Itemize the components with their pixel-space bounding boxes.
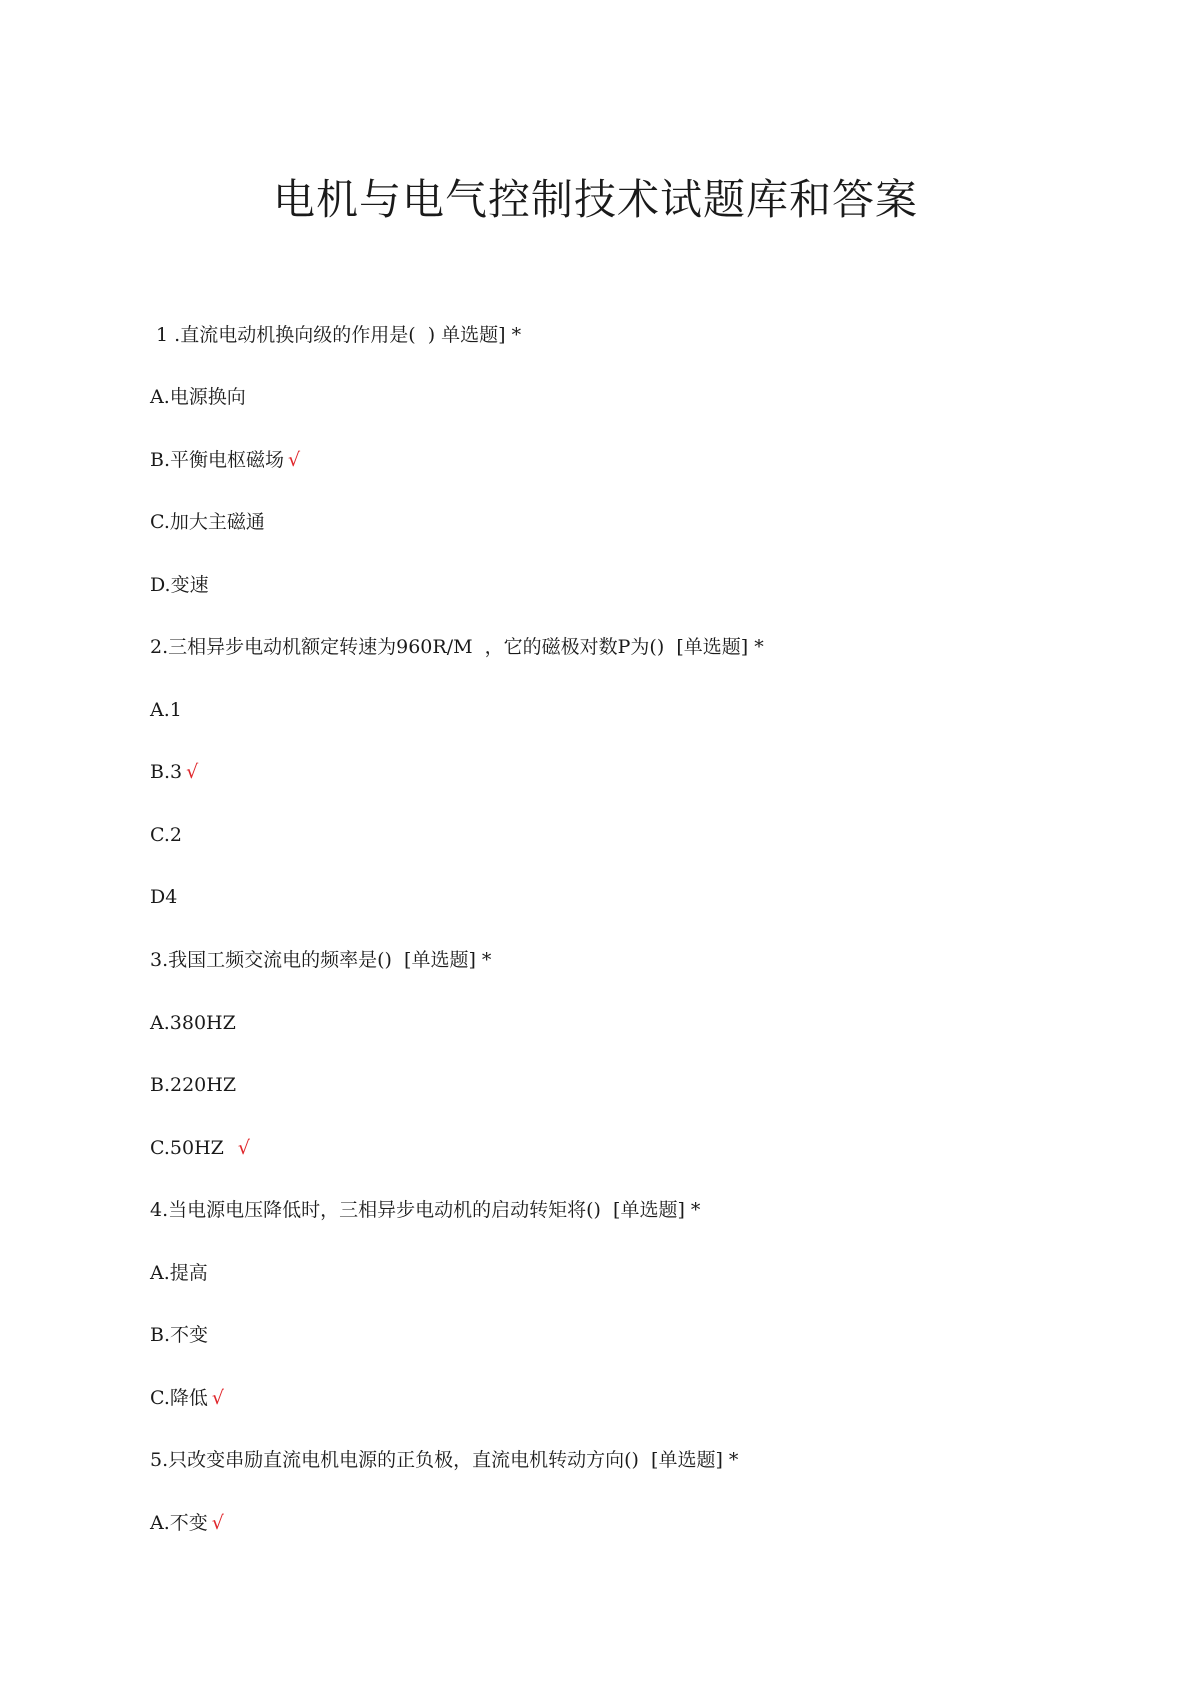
question-3-option-b [150,1072,236,1098]
correct-check-icon: √ [186,761,199,783]
option-label: D4 [150,886,178,908]
question-2-option-c [150,822,182,848]
question-5-stem: 5.只改变串励直流电机电源的正负极，直流电机转动方向() [单选题] * [150,1449,739,1471]
question-1-option-a [150,384,246,410]
correct-check-icon: √ [288,449,301,471]
question-1-stem: 1 .直流电动机换向级的作用是( ) 单选题] * [150,324,522,346]
question-2-option-a [150,697,182,723]
question-2-stem: 2.三相异步电动机额定转速为960R/M ，它的磁极对数P为() [单选题] * [150,636,764,658]
question-4-option-a [150,1260,208,1286]
question-4-stem: 4.当电源电压降低时，三相异步电动机的启动转矩将() [单选题] * [150,1199,701,1221]
option-label: A.不变 [150,1512,208,1534]
question-5-option-a [150,1510,224,1536]
option-label: B.3 [150,761,183,783]
question-3-option-c [150,1135,250,1161]
option-label: C.2 [150,824,182,846]
option-label: B.不变 [150,1324,209,1346]
question-1-option-d [150,572,209,598]
question-3-option-a [150,1010,236,1036]
option-label: B.平衡电枢磁场 [150,449,285,471]
option-label: A.1 [150,699,182,721]
option-label: B.220HZ [150,1074,237,1096]
correct-check-icon: √ [237,1137,250,1159]
question-4-option-b [150,1322,208,1348]
question-2-option-d [150,884,177,910]
option-label: A.380HZ [150,1012,236,1034]
option-label: C.加大主磁通 [150,511,265,533]
correct-check-icon: √ [211,1387,225,1409]
option-label: A.电源换向 [150,386,246,408]
page-title: 电机与电气控制技术试题库和答案 [272,175,918,224]
question-1-option-b [150,447,300,473]
question-4-option-c [150,1385,224,1411]
question-2-option-b [150,759,198,785]
correct-check-icon: √ [211,1512,224,1534]
option-label: D.变速 [150,574,209,596]
option-label: A.提高 [150,1262,208,1284]
option-label: C.50HZ [150,1137,224,1159]
question-1-option-c [150,509,265,535]
option-label: C.降低 [150,1387,208,1409]
question-3-stem: 3.我国工频交流电的频率是() [单选题] * [150,949,492,971]
